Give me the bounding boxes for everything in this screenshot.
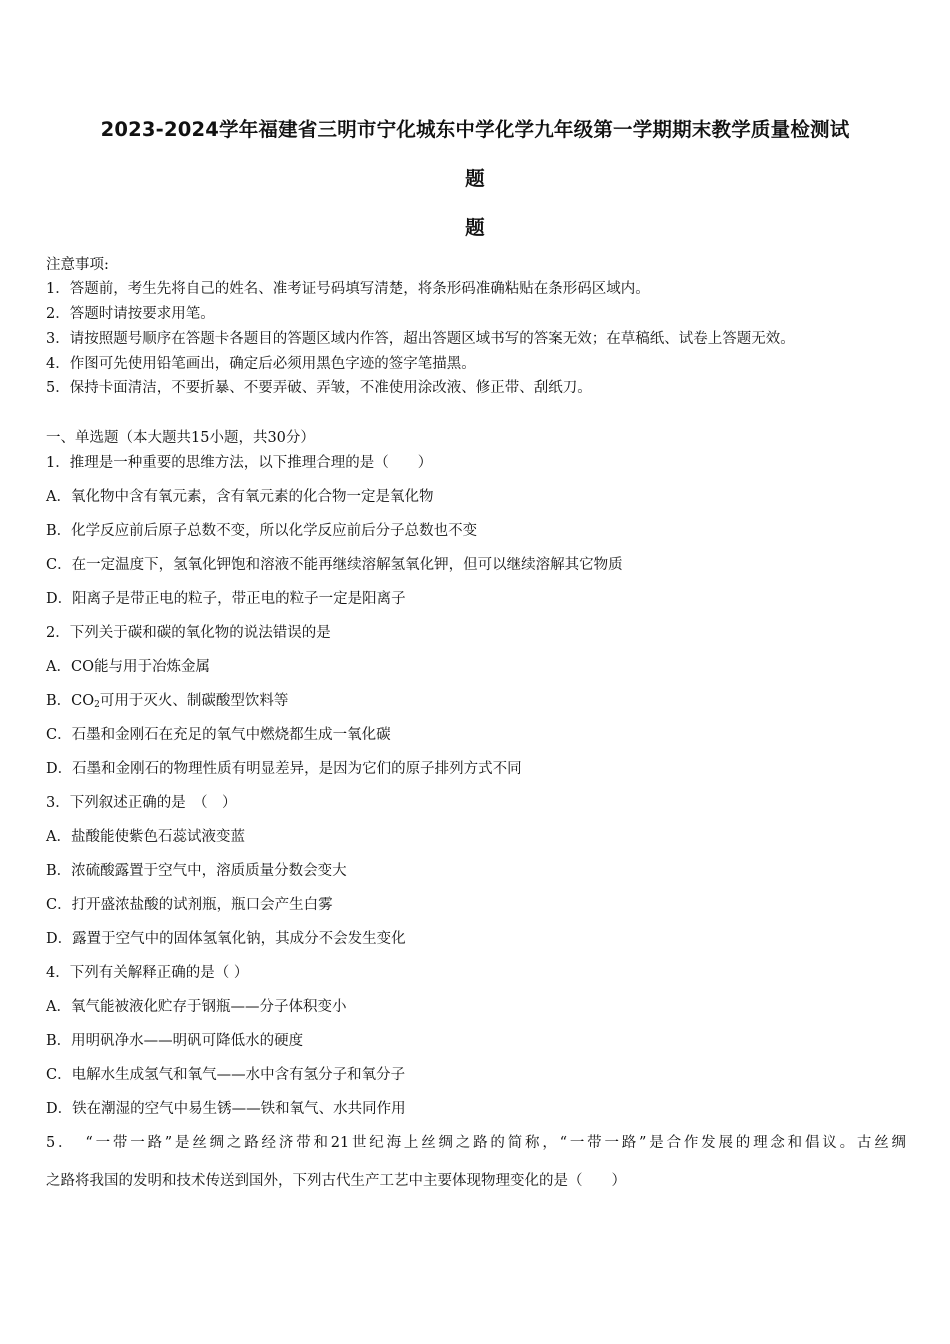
exam-title-repeat: 题: [465, 216, 485, 239]
question-1-option-a: A．氧化物中含有氧元素，含有氧元素的化合物一定是氧化物: [46, 489, 434, 505]
question-4-option-c: C．电解水生成氢气和氧气——水中含有氢分子和氧分子: [46, 1067, 406, 1083]
notice-item-3: 3．请按照题号顺序在答题卡各题目的答题区域内作答，超出答题区域书写的答案无效；在草稿纸、试卷上答题无效。: [46, 331, 795, 347]
question-4-option-a: A．氧气能被液化贮存于钢瓶——分子体积变小: [46, 999, 347, 1015]
question-3-stem: 3．下列叙述正确的是 （ ）: [46, 795, 237, 811]
question-2-option-b-text: 可用于灭火、制碳酸型饮料等: [99, 693, 289, 709]
question-3-option-c: C．打开盛浓盐酸的试剂瓶，瓶口会产生白雾: [46, 897, 333, 913]
question-1-option-c: C．在一定温度下，氢氧化钾饱和溶液不能再继续溶解氢氧化钾，但可以继续溶解其它物质: [46, 557, 623, 573]
notice-item-5: 5．保持卡面清洁，不要折暴、不要弄破、弄皱，不准使用涂改液、修正带、刮纸刀。: [46, 380, 592, 396]
exam-title-continuation: 题: [465, 167, 485, 190]
question-2-option-d: D．石墨和金刚石的物理性质有明显差异，是因为它们的原子排列方式不同: [46, 761, 522, 777]
notice-item-2: 2．答题时请按要求用笔。: [46, 306, 215, 322]
question-3-option-b: B．浓硫酸露置于空气中，溶质质量分数会变大: [46, 863, 347, 879]
question-2-option-b: [46, 689, 288, 710]
question-2-option-a: A．CO能与用于冶炼金属: [46, 659, 210, 675]
question-5-stem-line-2: 之路将我国的发明和技术传送到国外，下列古代生产工艺中主要体现物理变化的是（ ）: [46, 1173, 626, 1189]
question-1-stem: 1．推理是一种重要的思维方法，以下推理合理的是（ ）: [46, 455, 433, 471]
notice-item-4: 4．作图可先使用铅笔画出，确定后必须用黑色字迹的签字笔描黑。: [46, 356, 476, 372]
notice-heading: 注意事项:: [46, 257, 109, 273]
question-5-stem-line-1: 5． “一带一路”是丝绸之路经济带和21世纪海上丝绸之路的简称，“一带一路”是合作发展的理念和倡议。古丝绸: [46, 1135, 906, 1151]
question-3-option-d: D．露置于空气中的固体氢氧化钠，其成分不会发生变化: [46, 931, 406, 947]
subscript-2: 2: [94, 700, 100, 710]
question-2-option-b-label: B．CO: [46, 693, 95, 709]
question-1-option-b: B．化学反应前后原子总数不变，所以化学反应前后分子总数也不变: [46, 523, 478, 539]
question-4-option-d: D．铁在潮湿的空气中易生锈——铁和氧气、水共同作用: [46, 1101, 406, 1117]
question-2-option-c: C．石墨和金刚石在充足的氧气中燃烧都生成一氧化碳: [46, 727, 391, 743]
question-2-stem: 2．下列关于碳和碳的氧化物的说法错误的是: [46, 625, 331, 641]
section-heading: 一、单选题（本大题共15小题，共30分）: [46, 430, 315, 446]
question-3-option-a: A．盐酸能使紫色石蕊试液变蓝: [46, 829, 245, 845]
question-4-stem: 4．下列有关解释正确的是（ ）: [46, 965, 249, 981]
notice-item-1: 1．答题前，考生先将自己的姓名、准考证号码填写清楚，将条形码准确粘贴在条形码区域内。: [46, 281, 650, 297]
exam-title: 2023-2024学年福建省三明市宁化城东中学化学九年级第一学期期末教学质量检测试: [100, 118, 850, 141]
question-4-option-b: B．用明矾净水——明矾可降低水的硬度: [46, 1033, 304, 1049]
question-1-option-d: D．阳离子是带正电的粒子，带正电的粒子一定是阳离子: [46, 591, 406, 607]
